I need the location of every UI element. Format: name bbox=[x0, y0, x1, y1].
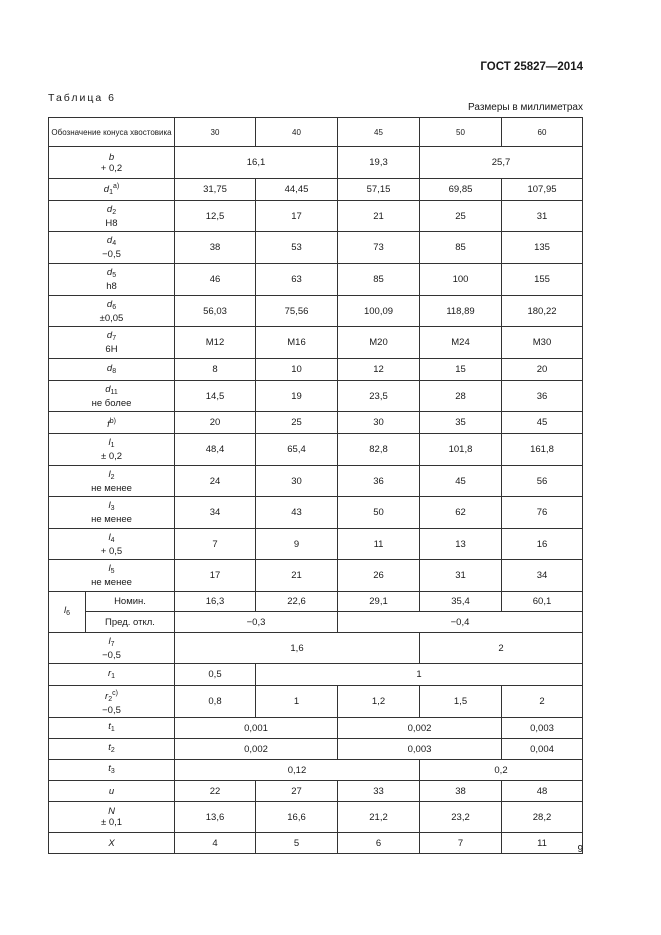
value-cell: 0,8 bbox=[175, 686, 256, 718]
value-cell: 107,95 bbox=[502, 179, 583, 201]
value-cell: 43 bbox=[256, 497, 338, 529]
value-cell: 12,5 bbox=[175, 201, 256, 232]
param-cell: $l_1$ ± 0,2 bbox=[49, 434, 175, 466]
value-cell: 36 bbox=[338, 466, 420, 497]
value-cell: 0,002 bbox=[175, 739, 338, 760]
value-cell: 30 bbox=[338, 412, 420, 434]
table-row bbox=[49, 359, 583, 381]
value-cell: 60,1 bbox=[502, 592, 583, 612]
value-cell: M12 bbox=[175, 327, 256, 359]
value-cell: 33 bbox=[338, 781, 420, 802]
value-cell: 8 bbox=[175, 359, 256, 381]
value-cell: 12 bbox=[338, 359, 420, 381]
value-cell: 0,001 bbox=[175, 718, 338, 739]
value-cell: 16,6 bbox=[256, 802, 338, 833]
table-row bbox=[49, 781, 583, 802]
value-cell: 11 bbox=[338, 529, 420, 560]
value-cell: 2 bbox=[420, 633, 583, 664]
value-cell: 46 bbox=[175, 264, 256, 296]
table-row bbox=[49, 664, 583, 686]
value-cell: 30 bbox=[256, 466, 338, 497]
value-cell: 7 bbox=[420, 833, 502, 854]
value-cell: 180,22 bbox=[502, 296, 583, 327]
param-cell: b + 0,2 bbox=[49, 147, 175, 179]
value-cell: 7 bbox=[175, 529, 256, 560]
value-cell: 0,12 bbox=[175, 760, 420, 781]
value-cell: 50 bbox=[338, 497, 420, 529]
value-cell: 19,3 bbox=[338, 147, 420, 179]
value-cell: 101,8 bbox=[420, 434, 502, 466]
param-cell: $t_3$ bbox=[49, 760, 175, 781]
value-cell: 31 bbox=[420, 560, 502, 592]
table-row bbox=[49, 833, 583, 854]
value-cell: 21 bbox=[256, 560, 338, 592]
value-cell: 31 bbox=[502, 201, 583, 232]
table-row bbox=[49, 592, 583, 612]
param-cell: $t_2$ bbox=[49, 739, 175, 760]
value-cell: 5 bbox=[256, 833, 338, 854]
value-cell: 100,09 bbox=[338, 296, 420, 327]
value-cell: 22 bbox=[175, 781, 256, 802]
value-cell: −0,3 bbox=[175, 612, 338, 633]
param-cell: $d_6$ ±0,05 bbox=[49, 296, 175, 327]
subparam-cell: Пред. откл. bbox=[86, 612, 175, 633]
table-units-note: Размеры в миллиметрах bbox=[468, 102, 583, 113]
value-cell: 25,7 bbox=[420, 147, 583, 179]
param-cell: $d_5$ h8 bbox=[49, 264, 175, 296]
value-cell: 0,003 bbox=[502, 718, 583, 739]
value-cell: 56 bbox=[502, 466, 583, 497]
param-cell: $r_1$ bbox=[49, 664, 175, 686]
table-row bbox=[49, 327, 583, 359]
value-cell: M24 bbox=[420, 327, 502, 359]
value-cell: 35,4 bbox=[420, 592, 502, 612]
param-cell: $d_2$ H8 bbox=[49, 201, 175, 232]
header-size-cell: 40 bbox=[256, 118, 338, 147]
value-cell: 1,5 bbox=[420, 686, 502, 718]
value-cell: M20 bbox=[338, 327, 420, 359]
table-row bbox=[49, 739, 583, 760]
header-size-cell: 60 bbox=[502, 118, 583, 147]
table-row bbox=[49, 147, 583, 179]
param-cell: N ± 0,1 bbox=[49, 802, 175, 833]
value-cell: 22,6 bbox=[256, 592, 338, 612]
value-cell: 25 bbox=[256, 412, 338, 434]
value-cell: 161,8 bbox=[502, 434, 583, 466]
dimensions-table bbox=[48, 117, 583, 854]
value-cell: 45 bbox=[420, 466, 502, 497]
value-cell: 38 bbox=[420, 781, 502, 802]
value-cell: 21,2 bbox=[338, 802, 420, 833]
param-cell: $l_3$ не менее bbox=[49, 497, 175, 529]
table-row bbox=[49, 232, 583, 264]
value-cell: 28 bbox=[420, 381, 502, 412]
value-cell: 48,4 bbox=[175, 434, 256, 466]
value-cell: 23,2 bbox=[420, 802, 502, 833]
table-header-row bbox=[49, 118, 583, 147]
value-cell: 10 bbox=[256, 359, 338, 381]
table-row bbox=[49, 686, 583, 718]
param-cell: $d_7$ 6H bbox=[49, 327, 175, 359]
table-row bbox=[49, 201, 583, 232]
value-cell: 6 bbox=[338, 833, 420, 854]
page-number: 9 bbox=[577, 844, 583, 855]
table-row bbox=[49, 296, 583, 327]
value-cell: 63 bbox=[256, 264, 338, 296]
value-cell: 24 bbox=[175, 466, 256, 497]
table-row bbox=[49, 412, 583, 434]
table-row bbox=[49, 497, 583, 529]
value-cell: 135 bbox=[502, 232, 583, 264]
value-cell: 100 bbox=[420, 264, 502, 296]
value-cell: 85 bbox=[338, 264, 420, 296]
standard-number: ГОСТ 25827—2014 bbox=[480, 61, 583, 73]
value-cell: 16 bbox=[502, 529, 583, 560]
value-cell: 9 bbox=[256, 529, 338, 560]
subparam-cell: Номин. bbox=[86, 592, 175, 612]
header-size-cell: 50 bbox=[420, 118, 502, 147]
value-cell: 155 bbox=[502, 264, 583, 296]
value-cell: 1,6 bbox=[175, 633, 420, 664]
value-cell: 76 bbox=[502, 497, 583, 529]
param-cell: $r_2^{c)}$ −0,5 bbox=[49, 686, 175, 718]
table-row bbox=[49, 802, 583, 833]
param-cell: $d_8$ bbox=[49, 359, 175, 381]
value-cell: 13 bbox=[420, 529, 502, 560]
value-cell: 0,002 bbox=[338, 718, 502, 739]
value-cell: 1,2 bbox=[338, 686, 420, 718]
value-cell: 4 bbox=[175, 833, 256, 854]
value-cell: 69,85 bbox=[420, 179, 502, 201]
value-cell: 34 bbox=[175, 497, 256, 529]
value-cell: 38 bbox=[175, 232, 256, 264]
value-cell: 17 bbox=[175, 560, 256, 592]
param-cell: X bbox=[49, 833, 175, 854]
param-cell: $l_4$ + 0,5 bbox=[49, 529, 175, 560]
value-cell: 65,4 bbox=[256, 434, 338, 466]
value-cell: 82,8 bbox=[338, 434, 420, 466]
value-cell: 20 bbox=[175, 412, 256, 434]
value-cell: 20 bbox=[502, 359, 583, 381]
value-cell: 1 bbox=[256, 686, 338, 718]
table-row bbox=[49, 718, 583, 739]
table-row bbox=[49, 529, 583, 560]
table-row bbox=[49, 560, 583, 592]
table-row bbox=[49, 381, 583, 412]
table-row bbox=[49, 466, 583, 497]
value-cell: 53 bbox=[256, 232, 338, 264]
table-row bbox=[49, 633, 583, 664]
value-cell: 31,75 bbox=[175, 179, 256, 201]
param-cell: $l_7$ −0,5 bbox=[49, 633, 175, 664]
value-cell: 11 bbox=[502, 833, 583, 854]
param-cell: $d_{11}$ не более bbox=[49, 381, 175, 412]
header-size-cell: 45 bbox=[338, 118, 420, 147]
value-cell: 34 bbox=[502, 560, 583, 592]
value-cell: 1 bbox=[256, 664, 583, 686]
value-cell: 56,03 bbox=[175, 296, 256, 327]
value-cell: 48 bbox=[502, 781, 583, 802]
value-cell: 23,5 bbox=[338, 381, 420, 412]
value-cell: 2 bbox=[502, 686, 583, 718]
value-cell: −0,4 bbox=[338, 612, 583, 633]
param-cell: $t_1$ bbox=[49, 718, 175, 739]
value-cell: 57,15 bbox=[338, 179, 420, 201]
table-row bbox=[49, 612, 583, 633]
value-cell: 16,1 bbox=[175, 147, 338, 179]
value-cell: 29,1 bbox=[338, 592, 420, 612]
value-cell: 28,2 bbox=[502, 802, 583, 833]
value-cell: 118,89 bbox=[420, 296, 502, 327]
table-row bbox=[49, 434, 583, 466]
value-cell: 14,5 bbox=[175, 381, 256, 412]
param-cell: $l_5$ не менее bbox=[49, 560, 175, 592]
param-cell: $l_2$ не менее bbox=[49, 466, 175, 497]
value-cell: 13,6 bbox=[175, 802, 256, 833]
value-cell: 0,5 bbox=[175, 664, 256, 686]
value-cell: 75,56 bbox=[256, 296, 338, 327]
value-cell: 85 bbox=[420, 232, 502, 264]
value-cell: 0,004 bbox=[502, 739, 583, 760]
value-cell: 16,3 bbox=[175, 592, 256, 612]
value-cell: 15 bbox=[420, 359, 502, 381]
param-cell: $d_4$ −0,5 bbox=[49, 232, 175, 264]
value-cell: 27 bbox=[256, 781, 338, 802]
table-row bbox=[49, 179, 583, 201]
value-cell: M16 bbox=[256, 327, 338, 359]
value-cell: 45 bbox=[502, 412, 583, 434]
table-row bbox=[49, 264, 583, 296]
param-cell: u bbox=[49, 781, 175, 802]
header-designation-cell: Обозначение конуса хвостовика bbox=[49, 118, 175, 147]
param-cell: $f^{b)}$ bbox=[49, 412, 175, 434]
value-cell: 36 bbox=[502, 381, 583, 412]
param-cell: $l_6$ bbox=[49, 592, 86, 633]
value-cell: 35 bbox=[420, 412, 502, 434]
value-cell: 44,45 bbox=[256, 179, 338, 201]
value-cell: M30 bbox=[502, 327, 583, 359]
value-cell: 25 bbox=[420, 201, 502, 232]
value-cell: 19 bbox=[256, 381, 338, 412]
value-cell: 26 bbox=[338, 560, 420, 592]
value-cell: 0,2 bbox=[420, 760, 583, 781]
param-cell: $d_1^{a)}$ bbox=[49, 179, 175, 201]
value-cell: 17 bbox=[256, 201, 338, 232]
table-title: Таблица 6 bbox=[48, 92, 116, 104]
value-cell: 21 bbox=[338, 201, 420, 232]
header-size-cell: 30 bbox=[175, 118, 256, 147]
value-cell: 73 bbox=[338, 232, 420, 264]
table-row bbox=[49, 760, 583, 781]
value-cell: 0,003 bbox=[338, 739, 502, 760]
value-cell: 62 bbox=[420, 497, 502, 529]
